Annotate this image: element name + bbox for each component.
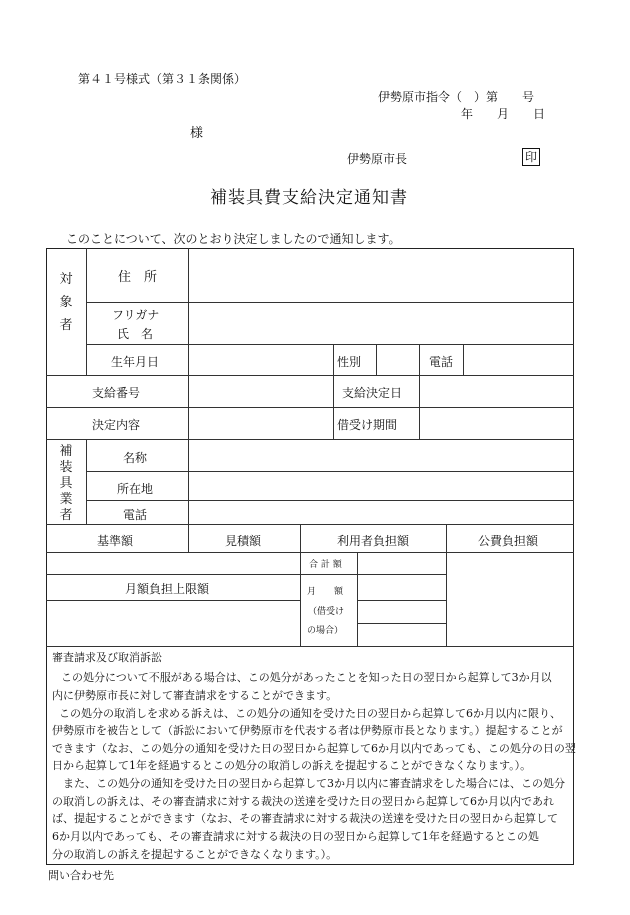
inquiry-label: 問い合わせ先: [48, 869, 114, 882]
appeal-heading: 審査請求及び取消訴訟: [52, 651, 162, 664]
appeal-line: この処分について不服がある場合は、この処分があったことを知った日の翌日から起算して3か月以: [61, 671, 552, 684]
public-burden-label: 公費負担額: [478, 534, 539, 548]
birthdate-label: 生年月日: [111, 355, 160, 369]
vendor-label: 補装具業者: [59, 444, 73, 523]
grid-line: [376, 344, 377, 375]
phone-label: 電話: [429, 355, 454, 369]
grid-line: [357, 623, 446, 624]
gender-label: 性別: [337, 355, 362, 369]
monthly-label-case: の場合）: [307, 626, 344, 636]
subject-label: 対象者: [59, 272, 73, 333]
decision-content-label: 決定内容: [92, 418, 141, 432]
vendor-name-label: 名称: [123, 451, 148, 465]
grid-line: [46, 407, 574, 408]
user-burden-label: 利用者負担額: [337, 534, 410, 548]
address-label: 住 所: [118, 270, 158, 285]
document-title: 補装具費支給決定通知書: [210, 188, 408, 208]
grid-line: [86, 471, 574, 472]
total-label: 合 計 額: [309, 560, 342, 570]
appeal-line: 内に伊勢原市長に対して審査請求をすることができます。: [52, 689, 338, 702]
grid-line: [300, 524, 301, 646]
grid-line: [46, 600, 300, 601]
grid-line: [86, 500, 574, 501]
appeal-line: この処分の取消しを求める訴えは、この処分の通知を受けた日の翌日から起算して6か月以内に限り、: [59, 707, 561, 720]
decision-date-label: 支給決定日: [342, 386, 403, 400]
base-amount-label: 基準額: [97, 534, 134, 548]
grid-line: [46, 524, 574, 525]
appeal-line: 6か月以内であっても、その審査請求に対する裁決の日の翌日から起算して1年を経過するとこの処: [52, 830, 539, 843]
issue-date: 年 月 日: [461, 107, 546, 121]
grid-line: [46, 574, 446, 575]
grid-line: [46, 375, 574, 376]
payment-number-label: 支給番号: [92, 386, 141, 400]
appeal-line: の取消しの訴えは、その審査請求に対する裁決の送達を受けた日の翌日から起算して6か月以内であれ: [52, 795, 554, 808]
appeal-line: できます（なお、この処分の通知を受けた日の翌日から起算して6か月以内であっても、この処分の日の翌: [52, 742, 576, 755]
name-label: 氏 名: [117, 327, 154, 341]
document-number: 伊勢原市指令（ ）第 号: [378, 90, 535, 104]
grid-line: [86, 439, 87, 524]
appeal-line: 分の取消しの訴えを提起することができなくなります。）。: [52, 848, 338, 861]
seal-mark: 印: [522, 148, 540, 166]
appeal-line: 伊勢原市を被告として（訴訟において伊勢原市を代表する者は伊勢原市長となります。）提起することが: [52, 724, 563, 737]
grid-line: [86, 248, 87, 375]
monthly-label-rental: （借受け: [308, 607, 345, 617]
appeal-line: また、この処分の通知を受けた日の翌日から起算して3か月以内に審査請求をした場合には、この処分: [63, 777, 565, 790]
grid-line: [419, 344, 420, 439]
appeal-line: ば、提起することができます（なお、その審査請求に対する裁決の送達を受けた日の翌日から起算して: [52, 812, 558, 825]
furigana-label: フリガナ: [112, 308, 160, 322]
vendor-phone-label: 電話: [123, 508, 148, 522]
grid-line: [46, 552, 574, 553]
rental-period-label: 借受け期間: [337, 418, 398, 432]
grid-line: [357, 600, 446, 601]
grid-line: [188, 524, 189, 552]
vendor-location-label: 所在地: [117, 482, 154, 496]
monthly-label: 月 額: [307, 587, 344, 597]
grid-line: [46, 439, 574, 440]
grid-line: [188, 248, 189, 524]
intro-text: このことについて、次のとおり決定しましたので通知します。: [66, 232, 401, 246]
issuer-name: 伊勢原市長: [347, 152, 408, 166]
appeal-line: 日から起算して1年を経過するとこの処分の取消しの訴えを提起することができなくなります。）。: [52, 759, 532, 772]
grid-line: [333, 344, 334, 439]
grid-line: [46, 646, 574, 647]
monthly-cap-label: 月額負担上限額: [125, 582, 210, 596]
addressee-honorific: 様: [190, 126, 204, 141]
grid-line: [86, 302, 574, 303]
grid-line: [463, 344, 464, 375]
grid-line: [446, 524, 447, 646]
grid-line: [357, 552, 358, 646]
grid-line: [86, 344, 574, 345]
form-number: 第４１号様式（第３１条関係）: [78, 72, 247, 86]
estimate-label: 見積額: [225, 534, 262, 548]
